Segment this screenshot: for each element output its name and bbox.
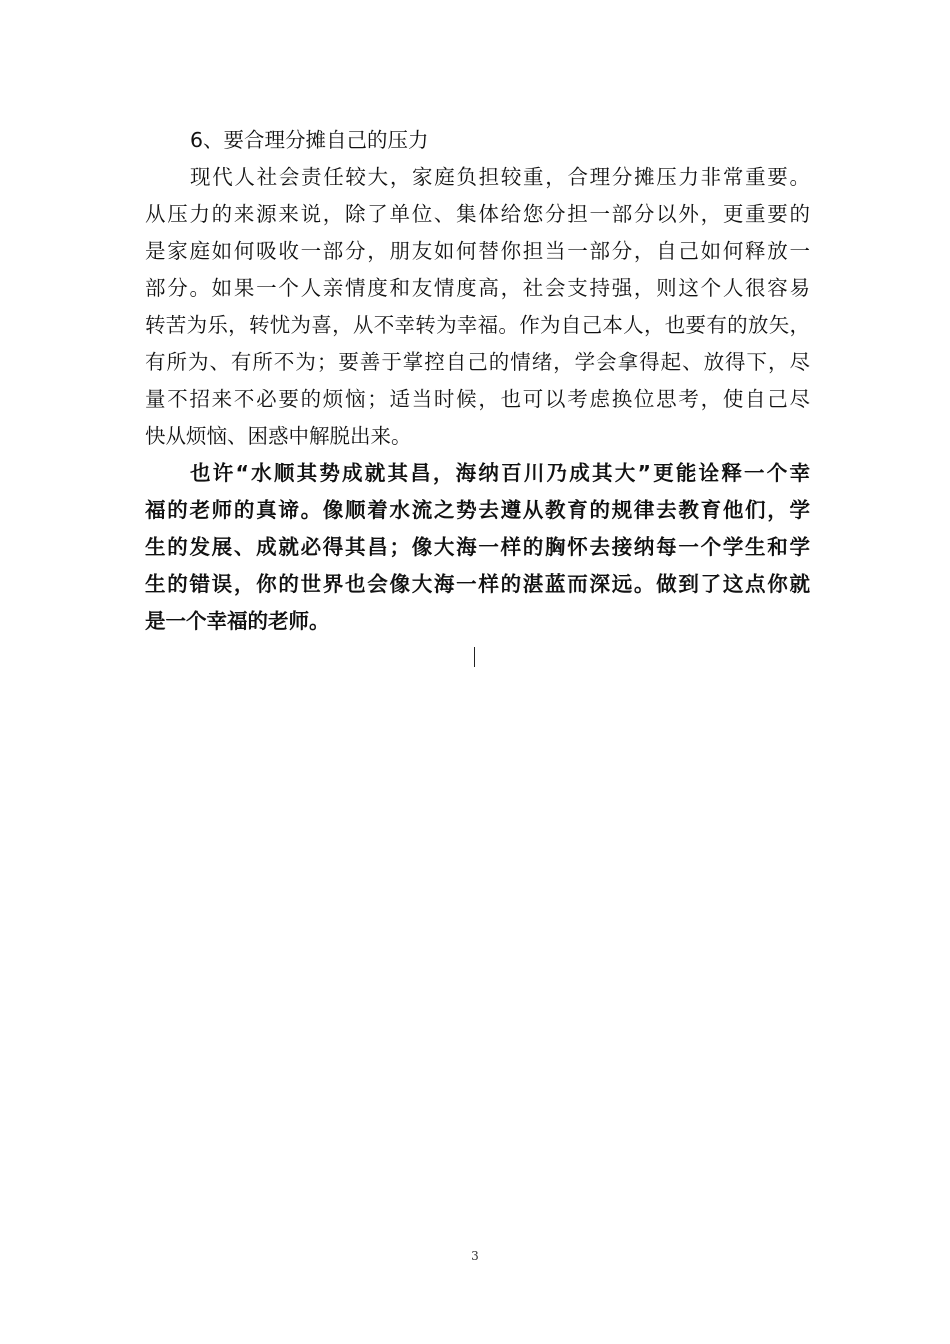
section-heading: 6、要合理分摊自己的压力 [190,128,429,152]
paragraph-stress-sharing [145,159,810,455]
paragraph-line: 现代人社会责任较大，家庭负担较重，合理分摊压力非常重要。 [190,165,810,189]
document-body [145,122,810,640]
paragraph-line: 部分。如果一个人亲情度和友情度高，社会支持强，则这个人很容易 [145,276,810,300]
paragraph-line: 生的错误，你的世界也会像大海一样的湛蓝而深远。做到了这点你就 [145,572,810,596]
paragraph-line: 是家庭如何吸收一部分，朋友如何替你担当一部分，自己如何释放一 [145,239,810,263]
paragraph-line: 从压力的来源来说，除了单位、集体给您分担一部分以外，更重要的 [145,202,810,226]
paragraph-line: 有所为、有所不为；要善于掌控自己的情绪，学会拿得起、放得下，尽 [145,350,810,374]
text-cursor[interactable] [474,647,475,667]
paragraph-line: 也许“水顺其势成就其昌，海纳百川乃成其大”更能诠释一个幸 [190,461,810,485]
paragraph-line: 量不招来不必要的烦恼；适当时候，也可以考虑换位思考，使自己尽 [145,387,810,411]
paragraph-line: 是一个幸福的老师。 [145,609,330,633]
paragraph-conclusion [145,455,810,640]
paragraph-line: 生的发展、成就必得其昌；像大海一样的胸怀去接纳每一个学生和学 [145,535,810,559]
paragraph-line: 快从烦恼、困惑中解脱出来。 [145,424,412,448]
page-number: 3 [471,1249,479,1263]
paragraph-line: 福的老师的真谛。像顺着水流之势去遵从教育的规律去教育他们，学 [145,498,810,522]
paragraph-line: 转苦为乐，转忧为喜，从不幸转为幸福。作为自己本人，也要有的放矢， [145,313,810,337]
